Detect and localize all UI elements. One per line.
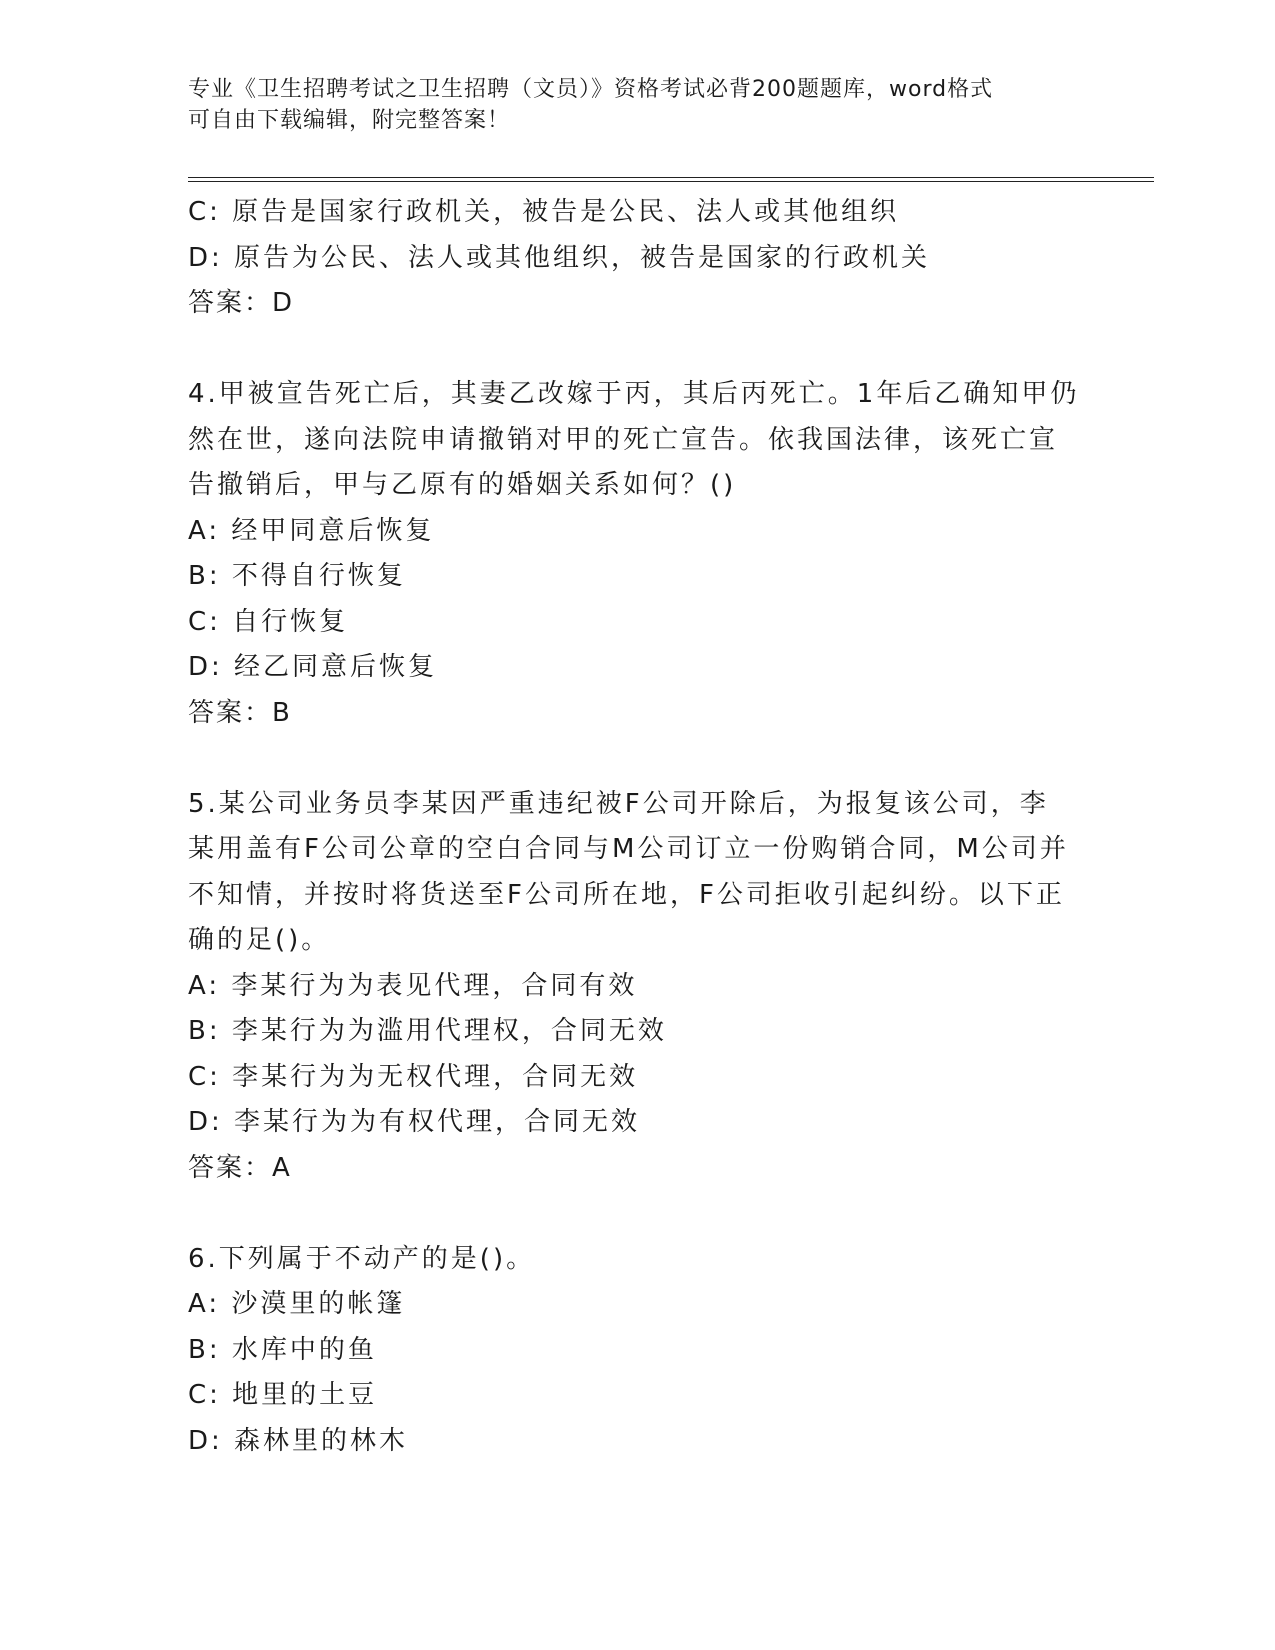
- option-c: C: 李某行为为无权代理，合同无效: [188, 1061, 639, 1092]
- question-4: [188, 372, 1088, 736]
- answer: 答案：B: [188, 697, 292, 728]
- option-a: A: 沙漠里的帐篷: [188, 1289, 406, 1319]
- option-d: D: 经乙同意后恢复: [188, 652, 438, 682]
- option-a: A: 经甲同意后恢复: [188, 515, 435, 546]
- question-6: [188, 1237, 1088, 1465]
- option-d: D: 李某行为为有权代理，合同无效: [188, 1107, 641, 1137]
- option-b: B: 不得自行恢复: [188, 561, 406, 591]
- option-c: C: 原告是国家行政机关，被告是公民、法人或其他组织: [188, 197, 900, 227]
- header-title-line-1: 专业《卫生招聘考试之卫生招聘（文员）》资格考试必背200题题库，word格式: [188, 77, 994, 102]
- question-stem-line: 然在世，遂向法院申请撤销对甲的死亡宣告。依我国法律，该死亡宣: [188, 424, 1059, 455]
- option-b: B: 李某行为为滥用代理权，合同无效: [188, 1016, 667, 1046]
- option-d: D: 原告为公民、法人或其他组织，被告是国家的行政机关: [188, 242, 931, 273]
- question-stem-line: 6.下列属于不动产的是()。: [188, 1243, 536, 1274]
- option-c: C: 地里的土豆: [188, 1380, 378, 1410]
- header-divider: [188, 177, 1154, 182]
- question-stem-line: 告撤销后，甲与乙原有的婚姻关系如何？(): [188, 470, 737, 500]
- answer: 答案：A: [188, 1152, 292, 1183]
- question-stem-line: 某用盖有F公司公章的空白合同与M公司订立一份购销合同，M公司并: [188, 834, 1069, 864]
- question-spacer: [188, 327, 1088, 373]
- document-header: [188, 74, 1088, 136]
- question-3: [188, 190, 1088, 327]
- question-stem-line: 4.甲被宣告死亡后，其妻乙改嫁于丙，其后丙死亡。1年后乙确知甲仍: [188, 379, 1080, 409]
- question-stem-line: 5.某公司业务员李某因严重违纪被F公司开除后，为报复该公司，李: [188, 788, 1049, 819]
- question-spacer: [188, 1191, 1088, 1237]
- question-stem-line: 不知情，并按时将货送至F公司所在地，F公司拒收引起纠纷。以下正: [188, 879, 1065, 910]
- question-spacer: [188, 736, 1088, 782]
- option-c: C: 自行恢复: [188, 606, 349, 637]
- answer: 答案：D: [188, 288, 295, 318]
- option-b: B: 水库中的鱼: [188, 1334, 377, 1365]
- header-title-line-2: 可自由下载编辑，附完整答案！: [188, 108, 511, 133]
- question-list: [188, 190, 1088, 1464]
- question-stem-line: 确的足()。: [188, 925, 331, 955]
- option-d: D: 森林里的林木: [188, 1425, 409, 1456]
- question-5: [188, 782, 1088, 1192]
- option-a: A: 李某行为为表见代理，合同有效: [188, 970, 638, 1001]
